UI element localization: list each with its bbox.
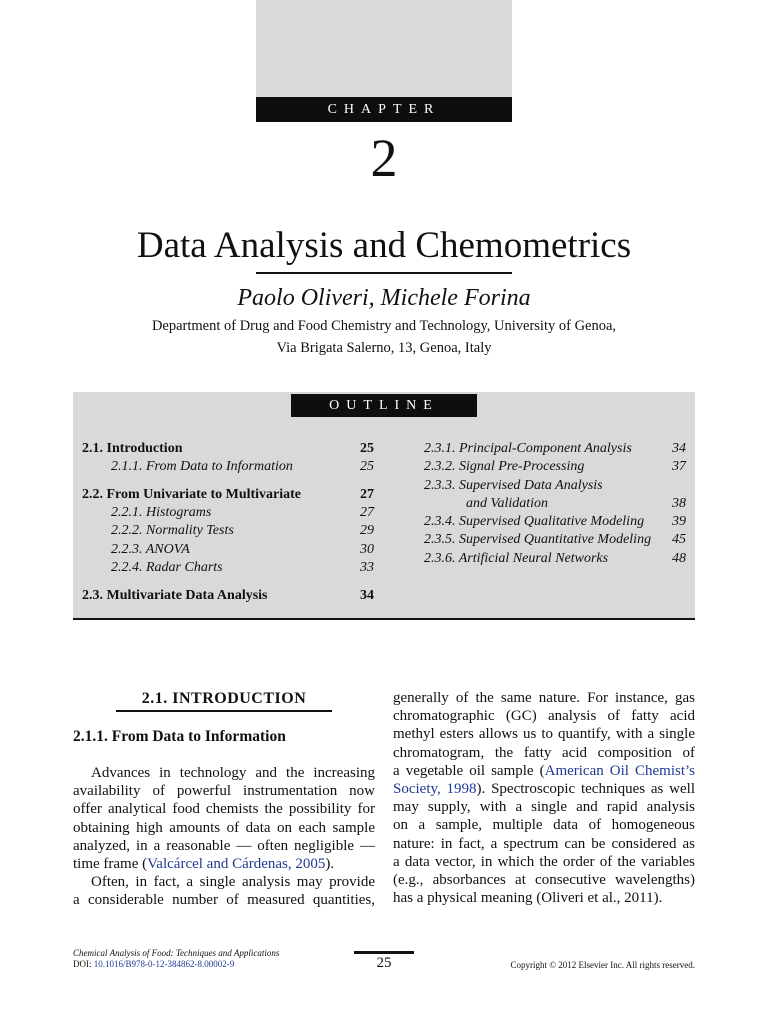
toc-page: 27 — [360, 505, 374, 520]
text-line: on a sample, multiple data of homogeneous — [393, 817, 695, 834]
affiliation-line-1: Department of Drug and Food Chemistry and Technology, University of Genoa, — [151, 318, 617, 334]
toc-entry[interactable] — [424, 550, 686, 568]
citation-link[interactable]: Society, 1998 — [393, 780, 477, 797]
text-line: chromatographic (GC) analysis of fatty acid — [393, 708, 695, 725]
toc-entry[interactable] — [466, 495, 686, 513]
toc-page: 34 — [360, 588, 374, 603]
chapter-label: CHAPTER — [256, 97, 512, 122]
footer-book-title: Chemical Analysis of Food: Techniques and Applications — [73, 948, 280, 958]
toc-page: 25 — [360, 459, 374, 474]
citation-link[interactable]: Valcárcel and Cárdenas, 2005 — [147, 855, 326, 872]
outline-label: OUTLINE — [291, 394, 477, 417]
doi-label: DOI: — [73, 959, 94, 969]
toc-page: 45 — [672, 532, 686, 547]
toc-entry[interactable] — [424, 440, 686, 458]
toc-label: and Validation — [466, 496, 549, 511]
copyright: Copyright © 2012 Elsevier Inc. All rights reserved. — [510, 960, 695, 970]
text-line: a considerable number of measured quantities, — [73, 892, 375, 909]
text-line: generally of the same nature. For instance, gas — [393, 690, 695, 706]
text-line — [393, 762, 695, 780]
toc-page: 37 — [672, 459, 686, 474]
toc-label: 2.3.5. Supervised Quantitative Modeling — [424, 532, 652, 547]
text-line — [73, 855, 375, 873]
toc-page: 30 — [360, 542, 374, 557]
footer-doi — [73, 959, 279, 970]
toc-label: 2.2.2. Normality Tests — [111, 523, 234, 538]
left-column-text — [73, 764, 375, 910]
page-number: 25 — [376, 955, 392, 971]
toc-entry[interactable] — [424, 513, 686, 531]
text-line: Often, in fact, a single analysis may provide — [91, 874, 375, 891]
toc-entry[interactable] — [111, 458, 374, 476]
text-line: obtaining high amounts of data on each sample — [73, 819, 375, 836]
text-line: (e.g., absorbances at consecutive wavelengths) — [393, 871, 695, 888]
text-line: a data vector, in which the order of the variables — [393, 853, 695, 870]
toc-entry[interactable] — [111, 522, 374, 540]
text-fragment: ). — [325, 855, 335, 872]
text-line — [393, 780, 695, 798]
toc-page: 27 — [360, 487, 374, 502]
toc-label: 2.3.2. Signal Pre-Processing — [424, 459, 585, 474]
toc-label: 2.3.6. Artificial Neural Networks — [424, 551, 609, 566]
toc-page: 39 — [672, 514, 686, 529]
text-fragment: time frame ( — [73, 855, 148, 872]
toc-label: 2.3. Multivariate Data Analysis — [82, 588, 268, 603]
toc-label: 2.1. Introduction — [82, 441, 183, 456]
toc-page: 33 — [360, 560, 374, 575]
toc-entry[interactable] — [424, 477, 686, 495]
toc-label: 2.3.4. Supervised Qualitative Modeling — [424, 514, 645, 529]
toc-entry[interactable] — [111, 559, 374, 577]
section-heading-rule — [116, 710, 332, 712]
citation-link[interactable]: American Oil Chemist’s — [544, 762, 695, 779]
footer-citation — [73, 948, 279, 970]
text-fragment: a vegetable oil sample ( — [393, 762, 545, 779]
toc-page: 25 — [360, 441, 374, 456]
affiliation-line-2: Via Brigata Salerno, 13, Genoa, Italy — [276, 340, 492, 356]
toc-entry[interactable] — [82, 440, 374, 458]
toc-label: 2.2.3. ANOVA — [111, 542, 190, 557]
toc-entry[interactable] — [111, 504, 374, 522]
doi-link[interactable]: 10.1016/B978-0-12-384862-8.00002-9 — [93, 959, 235, 969]
text-line: has a physical meaning (Oliveri et al., 2011). — [393, 890, 663, 907]
text-line: chromatogram, the fatty acid composition of — [393, 744, 695, 761]
toc-entry[interactable] — [424, 458, 686, 476]
toc-label: 2.1.1. From Data to Information — [111, 459, 293, 474]
text-line: methyl esters allows us to quantify, with a single — [393, 726, 695, 743]
text-line: availability of powerful instrumentation now — [73, 783, 375, 800]
toc-label: 2.2.1. Histograms — [111, 505, 212, 520]
subsection-heading: 2.1.1. From Data to Information — [73, 728, 286, 745]
toc-label: 2.2. From Univariate to Multivariate — [82, 487, 302, 502]
chapter-title: Data Analysis and Chemometrics — [136, 225, 632, 266]
toc-entry[interactable] — [82, 486, 374, 504]
toc-page: 48 — [672, 551, 686, 566]
toc-label: 2.3.1. Principal-Component Analysis — [424, 441, 632, 456]
toc-entry[interactable] — [111, 541, 374, 559]
text-line: Advances in technology and the increasing — [91, 765, 375, 781]
toc-entry[interactable] — [82, 587, 374, 605]
text-line: may supply, with a single and rapid analysis — [393, 799, 695, 816]
toc-label: 2.2.4. Radar Charts — [111, 560, 223, 575]
text-line: nature: in fact, a spectrum can be considered as — [393, 835, 695, 852]
toc-label: 2.3.3. Supervised Data Analysis — [424, 478, 603, 493]
authors: Paolo Oliveri, Michele Forina — [237, 285, 531, 311]
toc-page: 38 — [672, 496, 686, 511]
chapter-number: 2 — [370, 128, 398, 188]
text-fragment: ). Spectroscopic techniques as well — [476, 780, 695, 797]
text-line: analyzed, in a reasonable — often negligible — — [73, 837, 375, 854]
toc-page: 34 — [672, 441, 686, 456]
toc-page: 29 — [360, 523, 374, 538]
text-line: offer analytical food chemists the possibility for — [73, 801, 375, 818]
section-heading: 2.1. INTRODUCTION — [141, 690, 307, 707]
toc-entry[interactable] — [424, 531, 686, 549]
right-column-text — [393, 689, 695, 907]
